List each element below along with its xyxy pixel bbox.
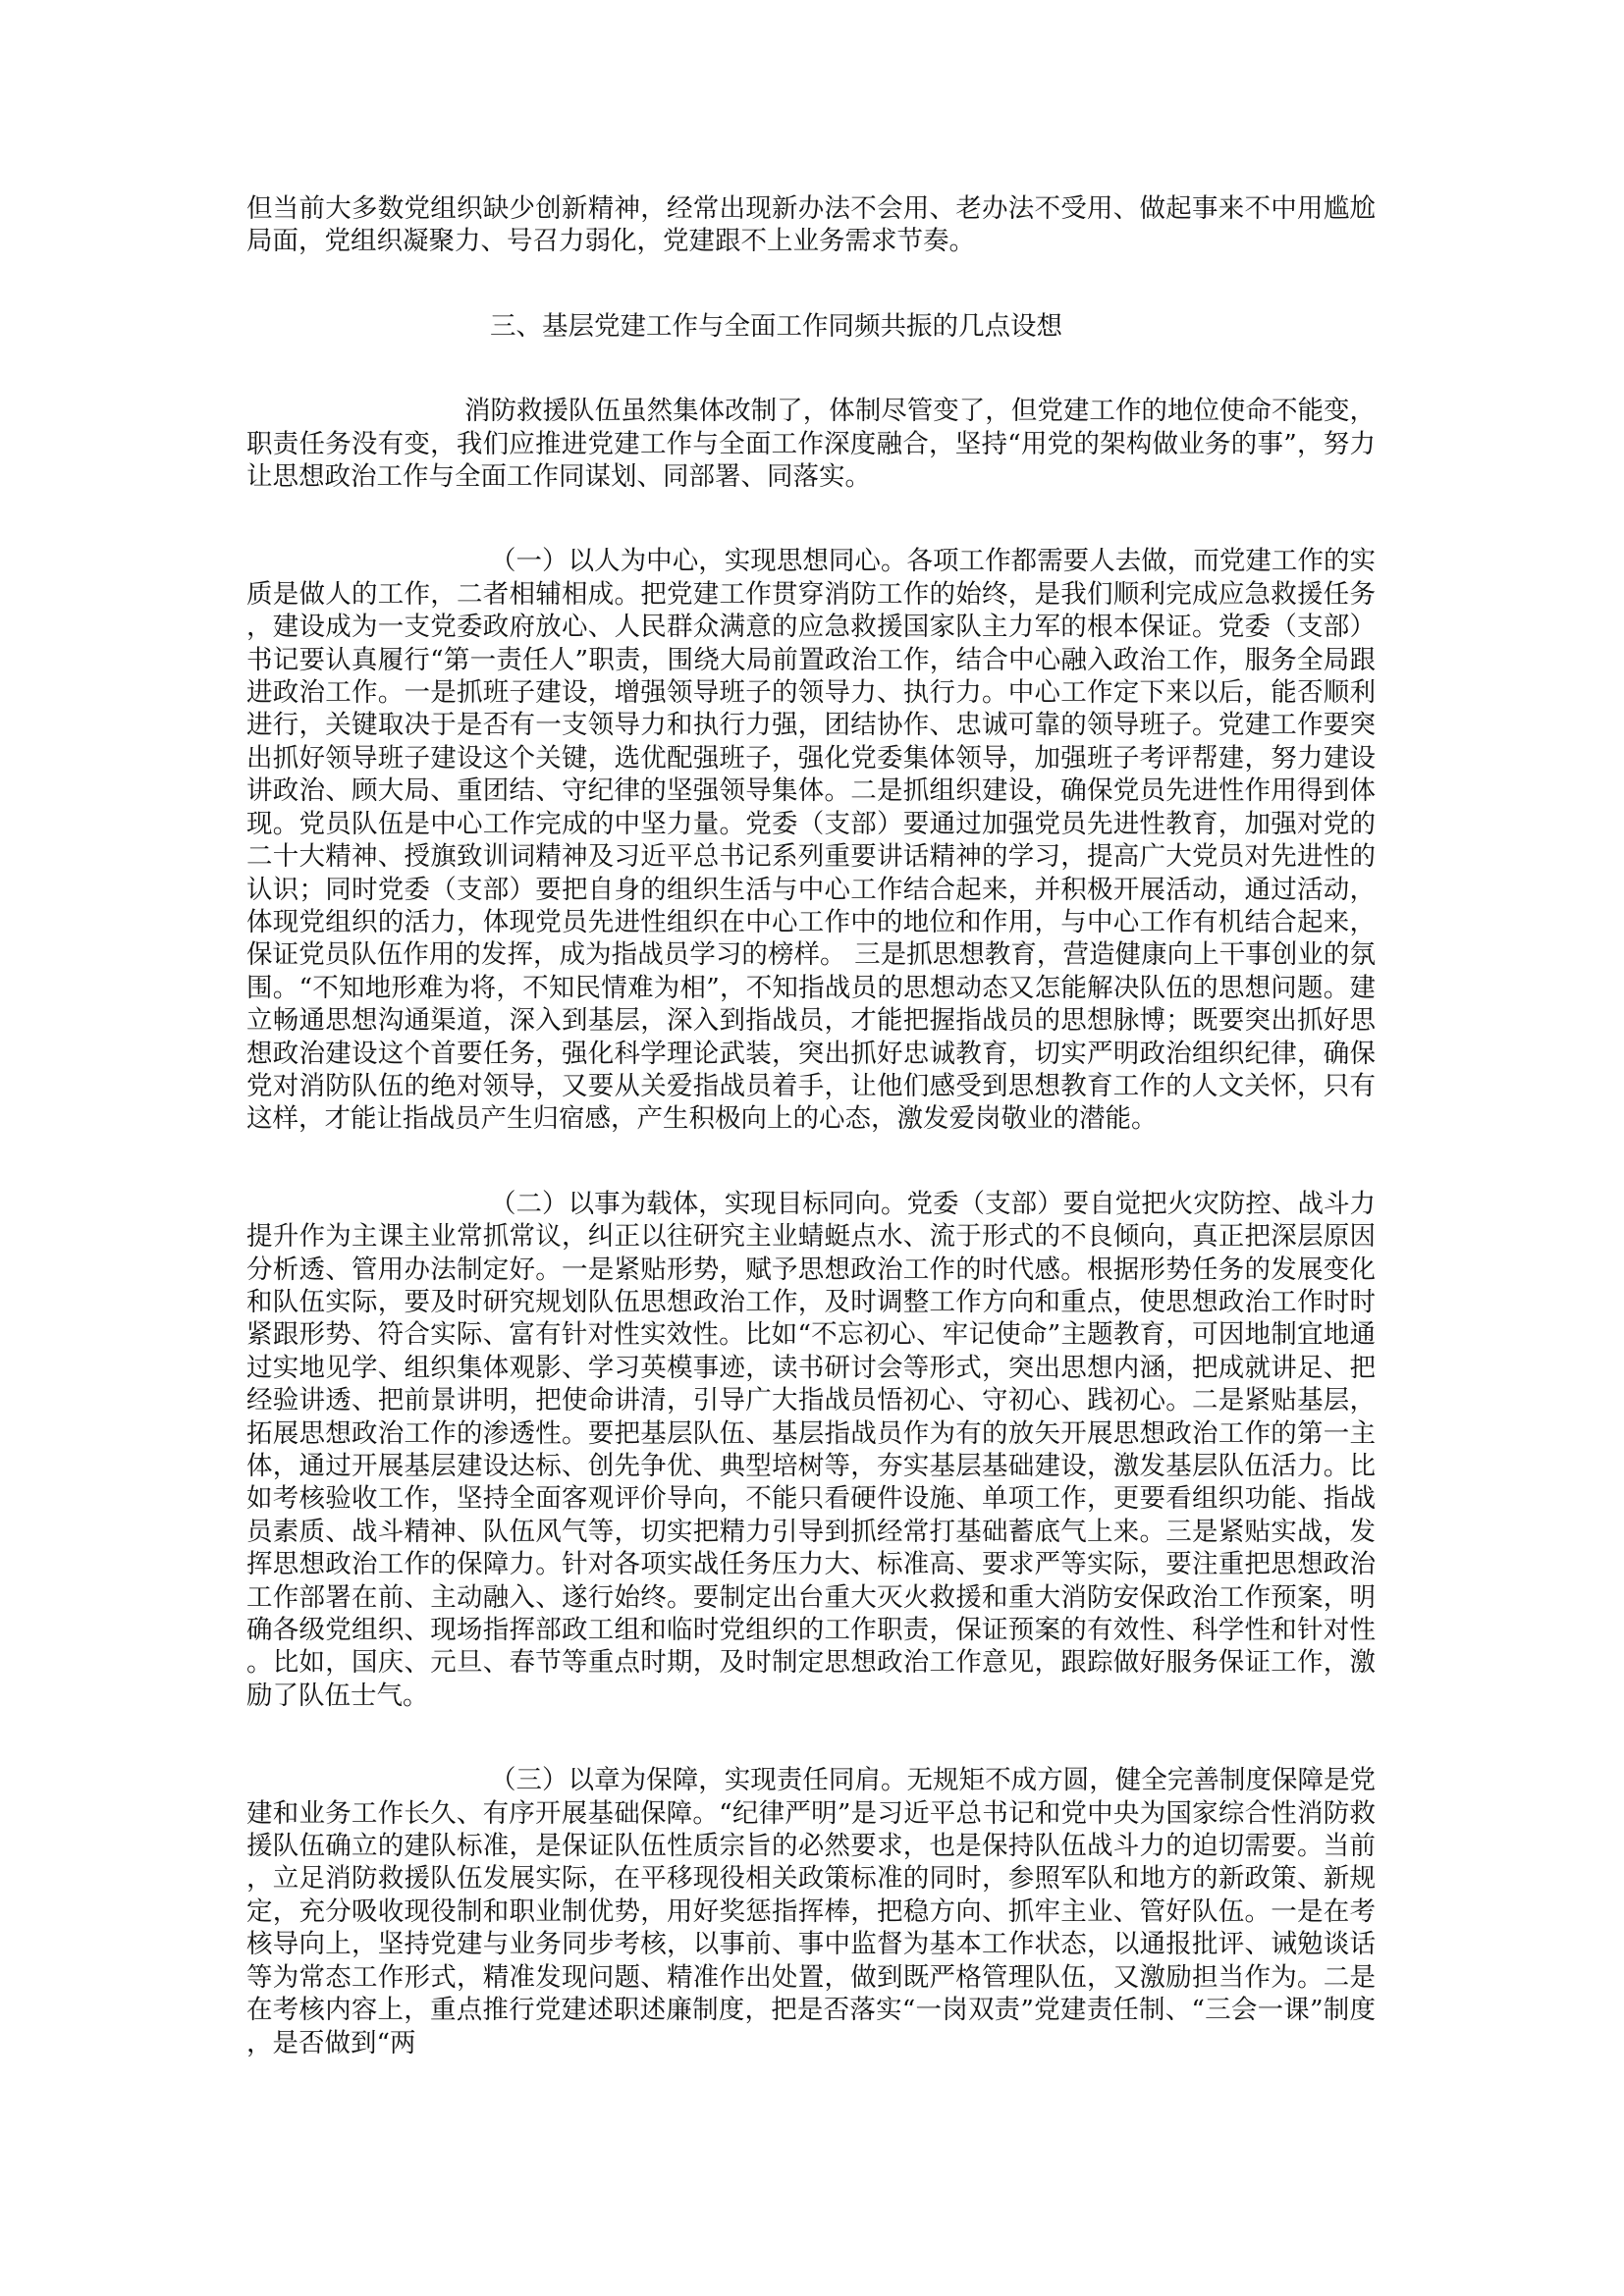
paragraph-rules-guarantee: （三）以章为保障，实现责任同肩。无规矩不成方圆，健全完善制度保障是党建和业务工作长久、有序开展基础保障。“纪律严明”是习近平总书记和党中央为国家综合性消防救援队伍确立的建队标准，是保证队伍性质宗旨的必然要求，也是保持队伍战斗力的迫切需要。当前，立足消防救援队伍发展实际，在平移现役相关政策标准的同时，参照军队和地方的新政策、新规定，充分吸收现役制和职业制优势，用好奖惩指挥棒，把稳方向、抓牢主业、管好队伍。一是在考核导向上，坚持党建与业务同步考核，以事前、事中监督为基本工作状态，以通报批评、诫勉谈话等为常态工作形式，精准发现问题、精准作出处置，做到既严格管理队伍，又激励担当作为。二是在考核内容上，重点推行党建述职述廉制度，把是否落实“一岗双责”党建责任制、“三会一课”制度，是否做到“两 [246, 1765, 1376, 2058]
paragraph-continuation: 但当前大多数党组织缺少创新精神，经常出现新办法不会用、老办法不受用、做起事来不中用尴尬局面，党组织凝聚力、号召力弱化，党建跟不上业务需求节奏。 [246, 193, 1376, 257]
paragraph-people-center: （一）以人为中心，实现思想同心。各项工作都需要人去做，而党建工作的实质是做人的工作，二者相辅相成。把党建工作贯穿消防工作的始终，是我们顺利完成应急救援任务，建设成为一支党委政府放心、人民群众满意的应急救援国家队主力军的根本保证。党委（支部）书记要认真履行“第一责任人”职责，围绕大局前置政治工作，结合中心融入政治工作，服务全局跟进政治工作。一是抓班子建设，增强领导班子的领导力、执行力。中心工作定下来以后，能否顺利进行，关键取决于是否有一支领导力和执行力强，团结协作、忠诚可靠的领导班子。党建工作要突出抓好领导班子建设这个关键，选优配强班子，强化党委集体领导，加强班子考评帮建，努力建设讲政治、顾大局、重团结、守纪律的坚强领导集体。二是抓组织建设，确保党员先进性作用得到体现。党员队伍是中心工作完成的中坚力量。党委（支部）要通过加强党员先进性教育，加强对党的二十大精神、授旗致训词精神及习近平总书记系列重要讲话精神的学习，提高广大党员对先进性的认识；同时党委（支部）要把自身的组织生活与中心工作结合起来，并积极开展活动，通过活动，体现党组织的活力，体现党员先进性组织在中心工作中的地位和作用，与中心工作有机结合起来，保证党员队伍作用的发挥，成为指战员学习的榜样。 三是抓思想教育，营造健康向上干事创业的氛围。“不知地形难为将，不知民情难为相”，不知指战员的思想动态又怎能解决队伍的思想问题。建立畅通思想沟通渠道，深入到基层，深入到指战员，才能把握指战员的思想脉博；既要突出抓好思想政治建设这个首要任务，强化科学理论武装，突出抓好忠诚教育，切实严明政治组织纪律，确保党对消防队伍的绝对领导，又要从关爱指战员着手，让他们感受到思想教育工作的人文关怀，只有这样，才能让指战员产生归宿感，产生积极向上的心态，激发爱岗敬业的潜能。 [246, 546, 1376, 1135]
paragraph-intro: 消防救援队伍虽然集体改制了，体制尽管变了，但党建工作的地位使命不能变，职责任务没有变，我们应推进党建工作与全面工作深度融合，坚持“用党的架构做业务的事”，努力让思想政治工作与全面工作同谋划、同部署、同落实。 [246, 396, 1376, 493]
paragraph-task-carrier: （二）以事为载体，实现目标同向。党委（支部）要自觉把火灾防控、战斗力提升作为主课主业常抓常议，纠正以往研究主业蜻蜓点水、流于形式的不良倾向，真正把深层原因分析透、管用办法制定好。一是紧贴形势，赋予思想政治工作的时代感。根据形势任务的发展变化和队伍实际，要及时研究规划队伍思想政治工作，及时调整工作方向和重点，使思想政治工作时时紧跟形势、符合实际、富有针对性实效性。比如“不忘初心、牢记使命”主题教育，可因地制宜地通过实地见学、组织集体观影、学习英模事迹，读书研讨会等形式，突出思想内涵，把成就讲足、把经验讲透、把前景讲明，把使命讲清，引导广大指战员悟初心、守初心、践初心。二是紧贴基层，拓展思想政治工作的渗透性。要把基层队伍、基层指战员作为有的放矢开展思想政治工作的第一主体，通过开展基层建设达标、创先争优、典型培树等，夯实基层基础建设，激发基层队伍活力。比如考核验收工作，坚持全面客观评价导向，不能只看硬件设施、单项工作，更要看组织功能、指战员素质、战斗精神、队伍风气等，切实把精力引导到抓经常打基础蓄底气上来。三是紧贴实战，发挥思想政治工作的保障力。针对各项实战任务压力大、标准高、要求严等实际，要注重把思想政治工作部署在前、主动融入、遂行始终。要制定出台重大灭火救援和重大消防安保政治工作预案，明确各级党组织、现场指挥部政工组和临时党组织的工作职责，保证预案的有效性、科学性和针对性。比如，国庆、元旦、春节等重点时期，及时制定思想政治工作意见，跟踪做好服务保证工作，激励了队伍士气。 [246, 1188, 1376, 1711]
section-heading: 三、基层党建工作与全面工作同频共振的几点设想 [490, 310, 1062, 342]
document-body [246, 192, 1376, 2059]
